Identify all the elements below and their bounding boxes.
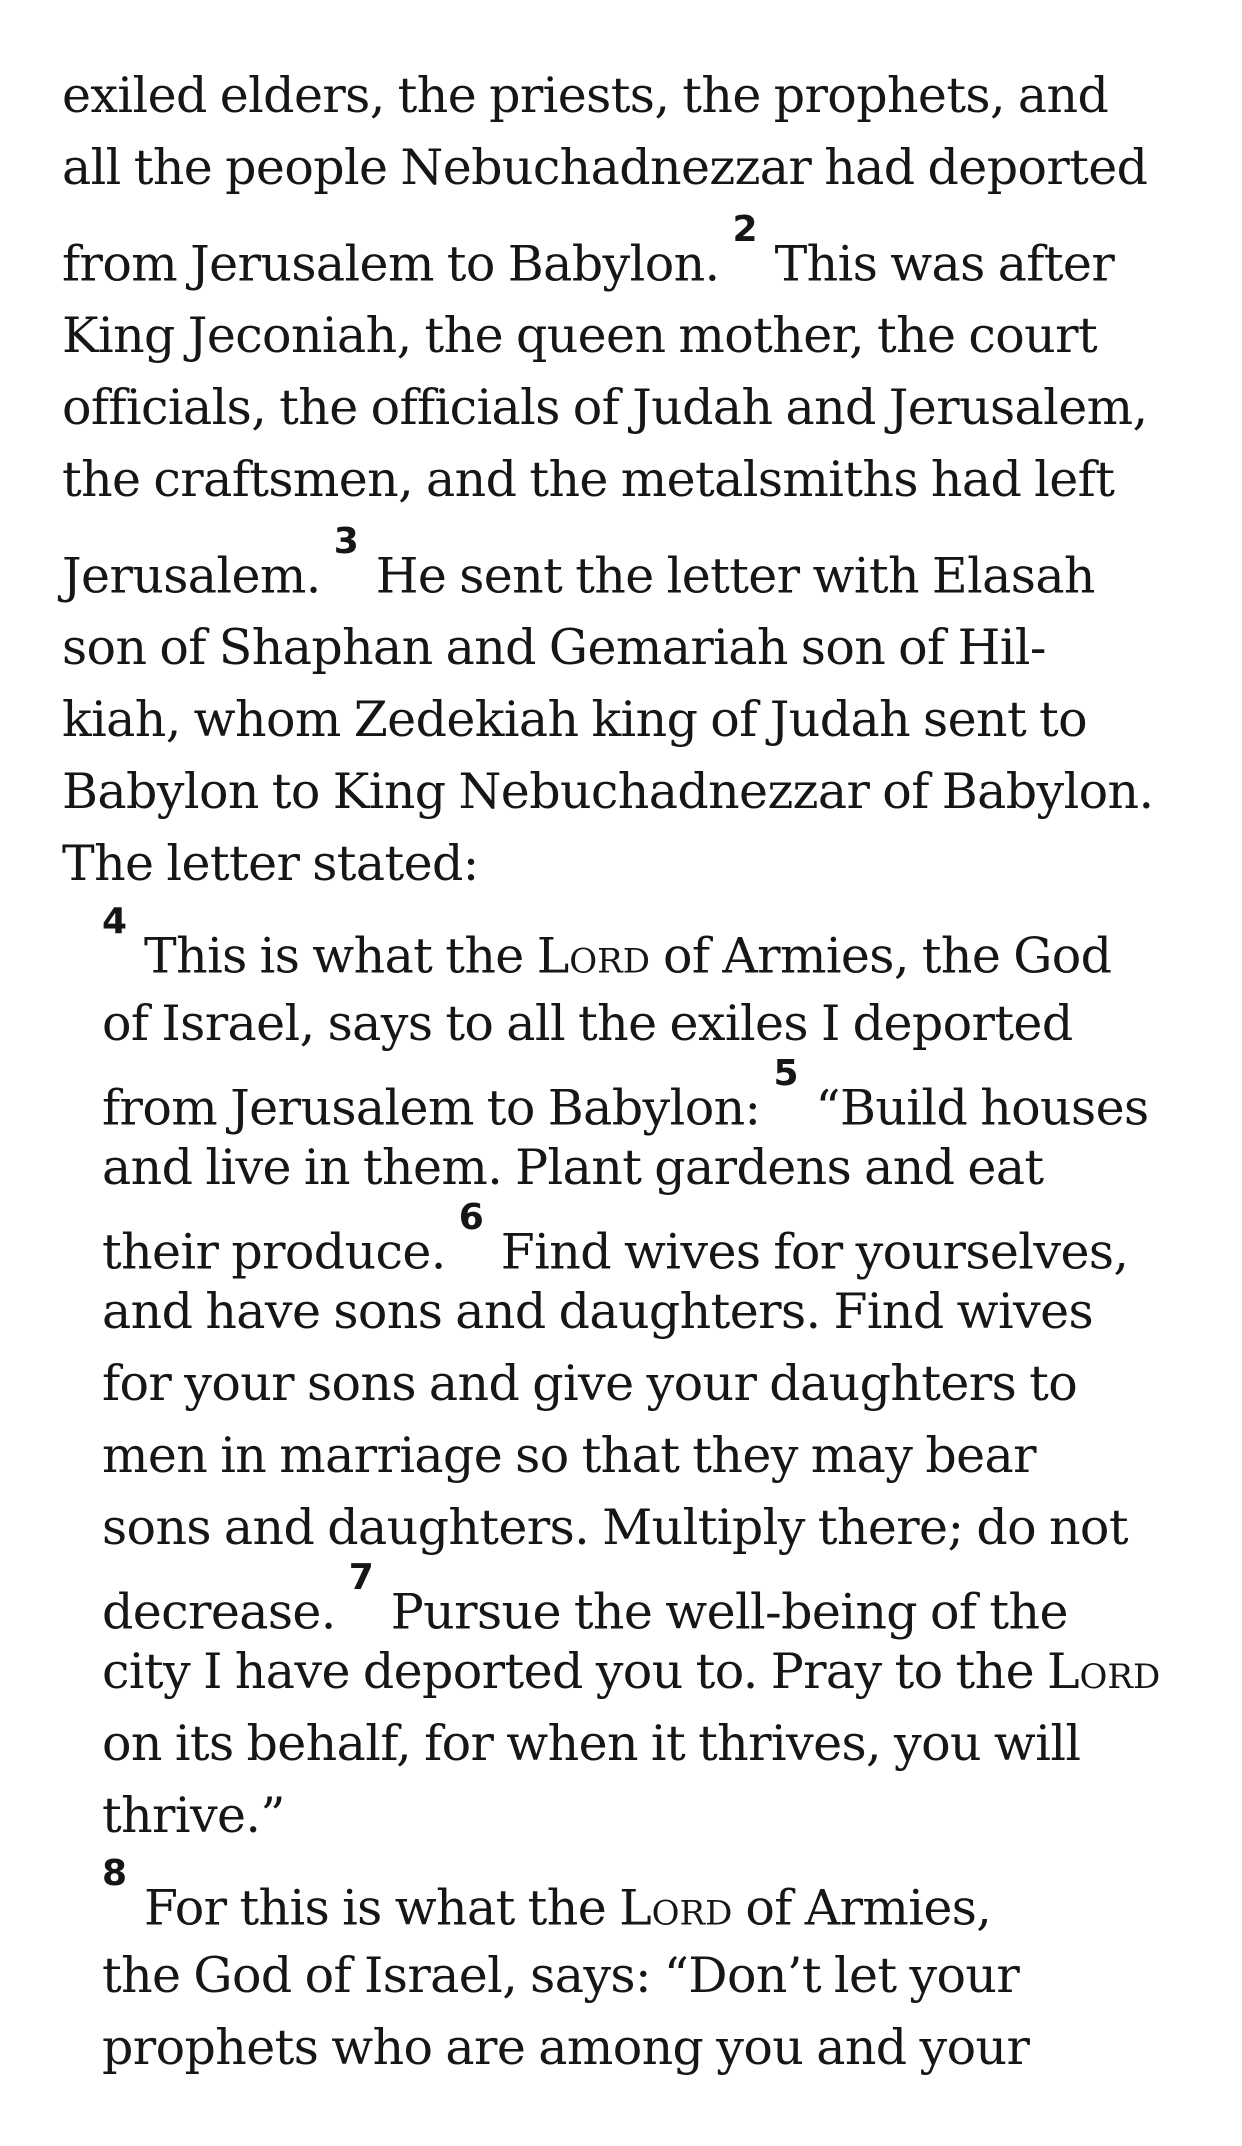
text-line: thrive.” (102, 1787, 285, 1844)
text-line (62, 516, 1192, 612)
text-segment: This is what the (144, 927, 524, 985)
text-line (62, 1197, 1192, 1281)
text-line: the God of Israel, says: “Don’t let your (102, 1947, 1020, 2004)
verse-number-3[interactable]: 3 (333, 521, 359, 562)
verse-number-8[interactable]: 8 (102, 1853, 128, 1894)
text-segment: from Jerusalem to Babylon. (62, 235, 720, 293)
verse-number-2[interactable]: 2 (732, 209, 758, 250)
text-line: Babylon to King Nebuchadnezzar of Babylon. (62, 763, 1154, 820)
lord-small-caps: Lord (1046, 1643, 1161, 1700)
text-segment: For this is what the (144, 1879, 607, 1937)
text-segment: decrease. (102, 1583, 336, 1641)
text-segment: “Build houses (815, 1079, 1149, 1137)
text-segment: Jerusalem. (62, 547, 321, 605)
text-line: all the people Nebuchadnezzar had deported (62, 139, 1148, 196)
text-line: prophets who are among you and your (102, 2019, 1030, 2076)
text-line: son of Shaphan and Gemariah son of Hil- (62, 619, 1046, 676)
text-segment: city I have deported you to. Pray to the (102, 1643, 1034, 1700)
text-line: and have sons and daughters. Find wives (102, 1283, 1094, 1340)
text-segment: their produce. (102, 1223, 446, 1281)
text-line (62, 1053, 1192, 1137)
lord-small-caps: Lord (619, 1879, 733, 1937)
text-line: men in marriage so that they may bear (102, 1427, 1036, 1484)
text-line: officials, the officials of Judah and Jerusalem, (62, 379, 1148, 436)
text-segment: This was after (774, 235, 1115, 293)
scripture-page (62, 60, 1192, 2084)
text-line (62, 1557, 1192, 1641)
lord-small-caps: Lord (536, 927, 650, 985)
text-line (62, 204, 1192, 300)
text-line: the craftsmen, and the metalsmiths had left (62, 451, 1115, 508)
text-segment: Pursue the well-being of the (390, 1583, 1068, 1641)
text-line: and live in them. Plant gardens and eat (102, 1139, 1044, 1196)
text-line: of Israel, says to all the exiles I deported (102, 995, 1073, 1052)
text-line: The letter stated: (62, 835, 479, 892)
text-line: exiled elders, the priests, the prophets, and (62, 67, 1109, 124)
verse-number-6[interactable]: 6 (458, 1197, 484, 1238)
text-segment: from Jerusalem to Babylon: (102, 1079, 761, 1137)
text-segment: of Armies, the God (662, 927, 1112, 985)
text-line (62, 900, 1192, 988)
text-line: on its behalf, for when it thrives, you will (102, 1715, 1081, 1772)
text-line (62, 1636, 1192, 1708)
text-segment: He sent the letter with Elasah (375, 547, 1095, 605)
text-line: kiah, whom Zedekiah king of Judah sent to (62, 691, 1087, 748)
text-line (62, 1852, 1192, 1940)
text-segment: Find wives for yourselves, (500, 1223, 1129, 1281)
verse-number-4[interactable]: 4 (102, 901, 128, 942)
text-line: for your sons and give your daughters to (102, 1355, 1078, 1412)
text-line: sons and daughters. Multiply there; do not (102, 1499, 1128, 1556)
verse-number-5[interactable]: 5 (773, 1053, 799, 1094)
text-segment: of Armies, (745, 1879, 992, 1937)
text-line: King Jeconiah, the queen mother, the court (62, 307, 1098, 364)
verse-number-7[interactable]: 7 (348, 1557, 374, 1598)
